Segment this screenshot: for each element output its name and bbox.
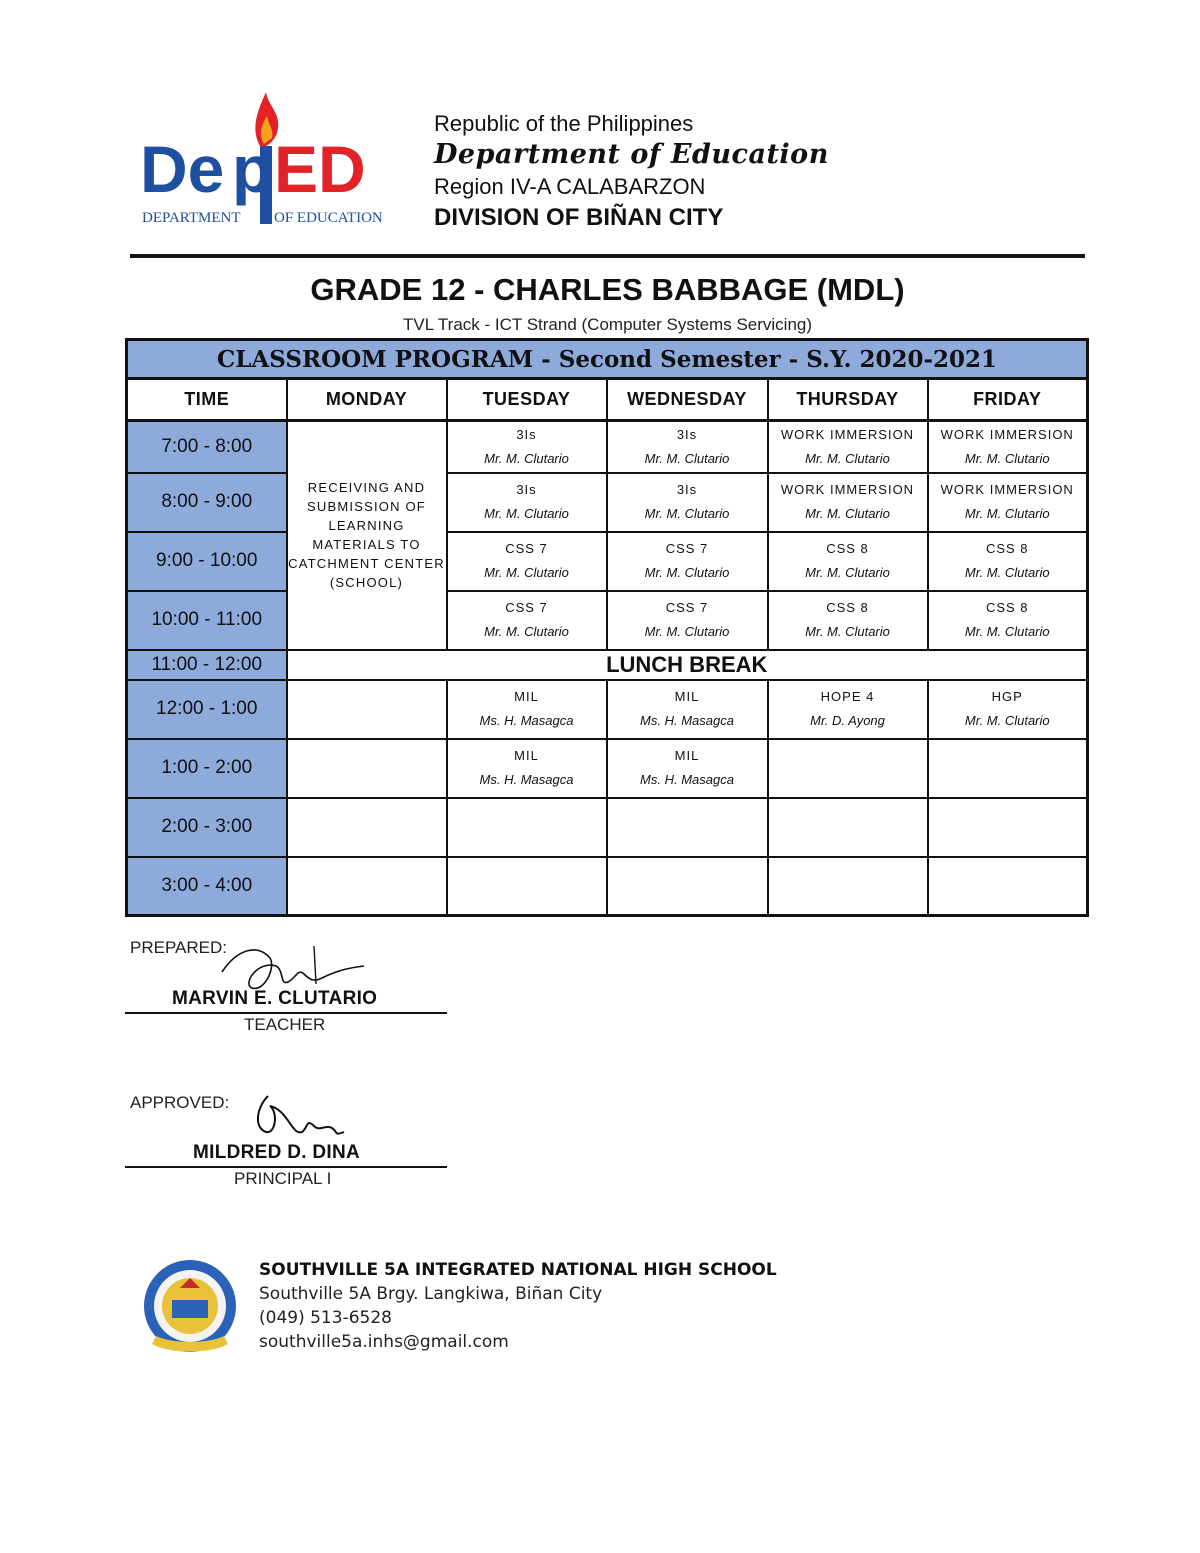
time-cell: 1:00 - 2:00 — [127, 739, 287, 798]
svg-text:De: De — [140, 132, 225, 206]
table-row — [127, 857, 1088, 916]
principal-signature-line — [125, 1166, 447, 1168]
svg-text:OF EDUCATION: OF EDUCATION — [274, 210, 383, 226]
svg-text:DEPARTMENT: DEPARTMENT — [142, 210, 241, 226]
class-cell: MIL Ms. H. Masagca — [447, 680, 607, 739]
header-text — [434, 110, 829, 234]
class-cell — [447, 798, 607, 857]
svg-text:ED: ED — [274, 132, 366, 206]
class-cell — [287, 857, 447, 916]
principal-name: MILDRED D. DINA — [193, 1142, 361, 1163]
lunch-row — [127, 650, 1088, 680]
header-department: Department of Education — [434, 139, 829, 170]
time-cell: 8:00 - 9:00 — [127, 473, 287, 532]
time-cell: 2:00 - 3:00 — [127, 798, 287, 857]
header-republic: Republic of the Philippines — [434, 111, 694, 136]
day-header-row — [127, 379, 1088, 421]
school-email: southville5a.inhs@gmail.com — [259, 1332, 509, 1352]
school-phone: (049) 513-6528 — [259, 1308, 392, 1328]
class-cell: WORK IMMERSION Mr. M. Clutario — [768, 421, 928, 473]
class-cell: HGP Mr. M. Clutario — [928, 680, 1088, 739]
schedule-banner-row — [127, 340, 1088, 379]
svg-text:p: p — [232, 132, 273, 206]
class-cell — [447, 857, 607, 916]
class-cell: 3Is Mr. M. Clutario — [447, 421, 607, 473]
time-cell: 9:00 - 10:00 — [127, 532, 287, 591]
class-cell: CSS 8 Mr. M. Clutario — [928, 591, 1088, 650]
monday-note: RECEIVING AND SUBMISSION OF LEARNING MATERIALS TO CATCHMENT CENTER (SCHOOL) — [288, 480, 445, 591]
class-cell: CSS 8 Mr. M. Clutario — [768, 532, 928, 591]
time-cell: 11:00 - 12:00 — [127, 650, 287, 680]
header-tuesday: TUESDAY — [447, 379, 607, 421]
monday-note-cell — [287, 421, 447, 650]
lunch-break: LUNCH BREAK — [287, 650, 1088, 680]
class-cell — [287, 680, 447, 739]
schedule-table — [125, 338, 1089, 917]
class-cell: WORK IMMERSION Mr. M. Clutario — [768, 473, 928, 532]
class-cell: CSS 7 Mr. M. Clutario — [447, 591, 607, 650]
class-cell: CSS 7 Mr. M. Clutario — [607, 591, 768, 650]
header-division: DIVISION OF BIÑAN CITY — [434, 204, 724, 231]
deped-logo — [138, 88, 408, 228]
class-cell: WORK IMMERSION Mr. M. Clutario — [928, 421, 1088, 473]
teacher-signature-line — [125, 1012, 447, 1014]
header-wednesday: WEDNESDAY — [607, 379, 768, 421]
table-row — [127, 532, 1088, 591]
class-cell: CSS 7 Mr. M. Clutario — [447, 532, 607, 591]
table-row — [127, 473, 1088, 532]
principal-role: PRINCIPAL I — [234, 1169, 332, 1188]
class-cell: WORK IMMERSION Mr. M. Clutario — [928, 473, 1088, 532]
class-cell: CSS 8 Mr. M. Clutario — [928, 532, 1088, 591]
school-footer — [259, 1258, 777, 1354]
header-thursday: THURSDAY — [768, 379, 928, 421]
class-cell — [928, 857, 1088, 916]
class-cell — [607, 857, 768, 916]
time-cell: 12:00 - 1:00 — [127, 680, 287, 739]
class-cell — [287, 798, 447, 857]
class-cell: 3Is Mr. M. Clutario — [607, 421, 768, 473]
class-cell — [928, 798, 1088, 857]
class-cell — [928, 739, 1088, 798]
class-cell: CSS 7 Mr. M. Clutario — [607, 532, 768, 591]
header-friday: FRIDAY — [928, 379, 1088, 421]
table-row — [127, 798, 1088, 857]
header-monday: MONDAY — [287, 379, 447, 421]
class-cell: CSS 8 Mr. M. Clutario — [768, 591, 928, 650]
header-region: Region IV-A CALABARZON — [434, 174, 706, 199]
time-cell: 3:00 - 4:00 — [127, 857, 287, 916]
class-cell — [607, 798, 768, 857]
school-seal — [138, 1258, 242, 1356]
class-cell: 3Is Mr. M. Clutario — [607, 473, 768, 532]
class-cell: MIL Ms. H. Masagca — [447, 739, 607, 798]
class-cell: MIL Ms. H. Masagca — [607, 680, 768, 739]
page-title: GRADE 12 - CHARLES BABBAGE (MDL) — [310, 272, 905, 307]
class-cell: HOPE 4 Mr. D. Ayong — [768, 680, 928, 739]
approved-label: APPROVED: — [130, 1093, 230, 1112]
class-cell — [287, 739, 447, 798]
table-row — [127, 739, 1088, 798]
class-cell: 3Is Mr. M. Clutario — [447, 473, 607, 532]
teacher-name: MARVIN E. CLUTARIO — [172, 988, 378, 1009]
class-cell — [768, 857, 928, 916]
page-subtitle: TVL Track - ICT Strand (Computer Systems Servicing) — [402, 315, 813, 334]
header-time: TIME — [127, 379, 287, 421]
schedule-banner: CLASSROOM PROGRAM - Second Semester - S.Y. 2020-2021 — [127, 340, 1088, 379]
header-divider — [130, 254, 1085, 258]
class-cell — [768, 739, 928, 798]
table-row — [127, 680, 1088, 739]
table-row — [127, 421, 1088, 473]
school-address: Southville 5A Brgy. Langkiwa, Biñan City — [259, 1284, 603, 1304]
school-name: SOUTHVILLE 5A INTEGRATED NATIONAL HIGH SCHOOL — [259, 1260, 777, 1280]
prepared-label: PREPARED: — [130, 938, 227, 957]
table-row — [127, 591, 1088, 650]
time-cell: 7:00 - 8:00 — [127, 421, 287, 473]
class-cell: MIL Ms. H. Masagca — [607, 739, 768, 798]
class-cell — [768, 798, 928, 857]
teacher-role: TEACHER — [244, 1015, 326, 1034]
time-cell: 10:00 - 11:00 — [127, 591, 287, 650]
